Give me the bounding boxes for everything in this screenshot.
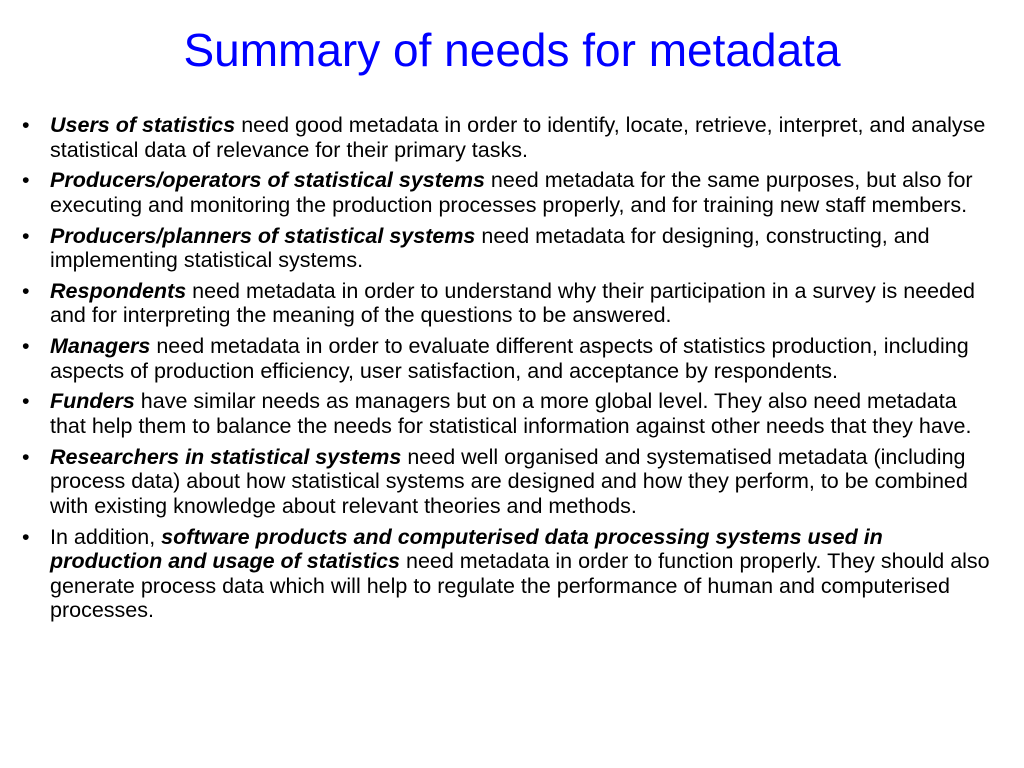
bullet-text: need metadata for the same purposes, but also for executing and monitoring the production processes properly, and for training new staff members. xyxy=(50,168,973,217)
bullet-text: need metadata for designing, constructing, and implementing statistical systems. xyxy=(50,223,930,273)
bullet-text: have similar needs as managers but on a more global level. They also need metadata that help them to balance the needs for statistical information against other needs that they have. xyxy=(50,389,972,438)
bullet-marker: • xyxy=(22,334,30,359)
bullet-marker: • xyxy=(22,389,30,414)
bullet-prefix: In addition, xyxy=(50,524,162,549)
bullet-text: need well organised and systematised metadata (including process data) about how statistical systems are designed and how they perform, to be combined with existing knowledge about relevant theories and methods. xyxy=(50,444,968,518)
bullet-list xyxy=(22,113,997,629)
bullet-lead: Producers/operators of statistical systems xyxy=(50,168,485,193)
bullet-item-users xyxy=(22,113,997,162)
bullet-marker: • xyxy=(22,444,30,469)
bullet-marker: • xyxy=(22,278,30,303)
bullet-item-researchers xyxy=(22,445,997,519)
bullet-lead: Respondents xyxy=(50,278,187,303)
bullet-marker: • xyxy=(22,223,30,248)
bullet-item-producers-operators xyxy=(22,168,997,217)
bullet-item-managers xyxy=(22,334,997,383)
bullet-item-funders xyxy=(22,389,997,438)
bullet-text: need metadata in order to evaluate different aspects of statistics production, including aspects of production efficiency, user satisfaction, and acceptance by respondents. xyxy=(50,334,969,383)
bullet-marker: • xyxy=(22,113,30,137)
bullet-lead: software products and computerised data processing systems used in production and usage of statistics xyxy=(50,524,883,574)
slide-title: Summary of needs for metadata xyxy=(183,24,841,76)
bullet-lead: Funders xyxy=(50,389,135,414)
bullet-item-respondents xyxy=(22,279,997,328)
bullet-lead: Researchers in statistical systems xyxy=(50,444,402,469)
bullet-text: need metadata in order to function properly. They should also generate process data which will help to regulate the performance of human and computerised processes. xyxy=(50,549,990,623)
bullet-text: need metadata in order to understand why their participation in a survey is needed and for interpreting the meaning of the questions to be answered. xyxy=(50,278,976,328)
bullet-marker: • xyxy=(22,168,30,193)
bullet-item-producers-planners xyxy=(22,224,997,273)
bullet-text: need good metadata in order to identify, locate, retrieve, interpret, and analyse statistical data of relevance for their primary tasks. xyxy=(50,113,986,162)
bullet-lead: Producers/planners of statistical systems xyxy=(50,223,476,248)
bullet-marker: • xyxy=(22,524,30,549)
bullet-lead: Users of statistics xyxy=(50,113,236,137)
bullet-item-software-products xyxy=(22,525,997,623)
bullet-lead: Managers xyxy=(50,334,151,359)
